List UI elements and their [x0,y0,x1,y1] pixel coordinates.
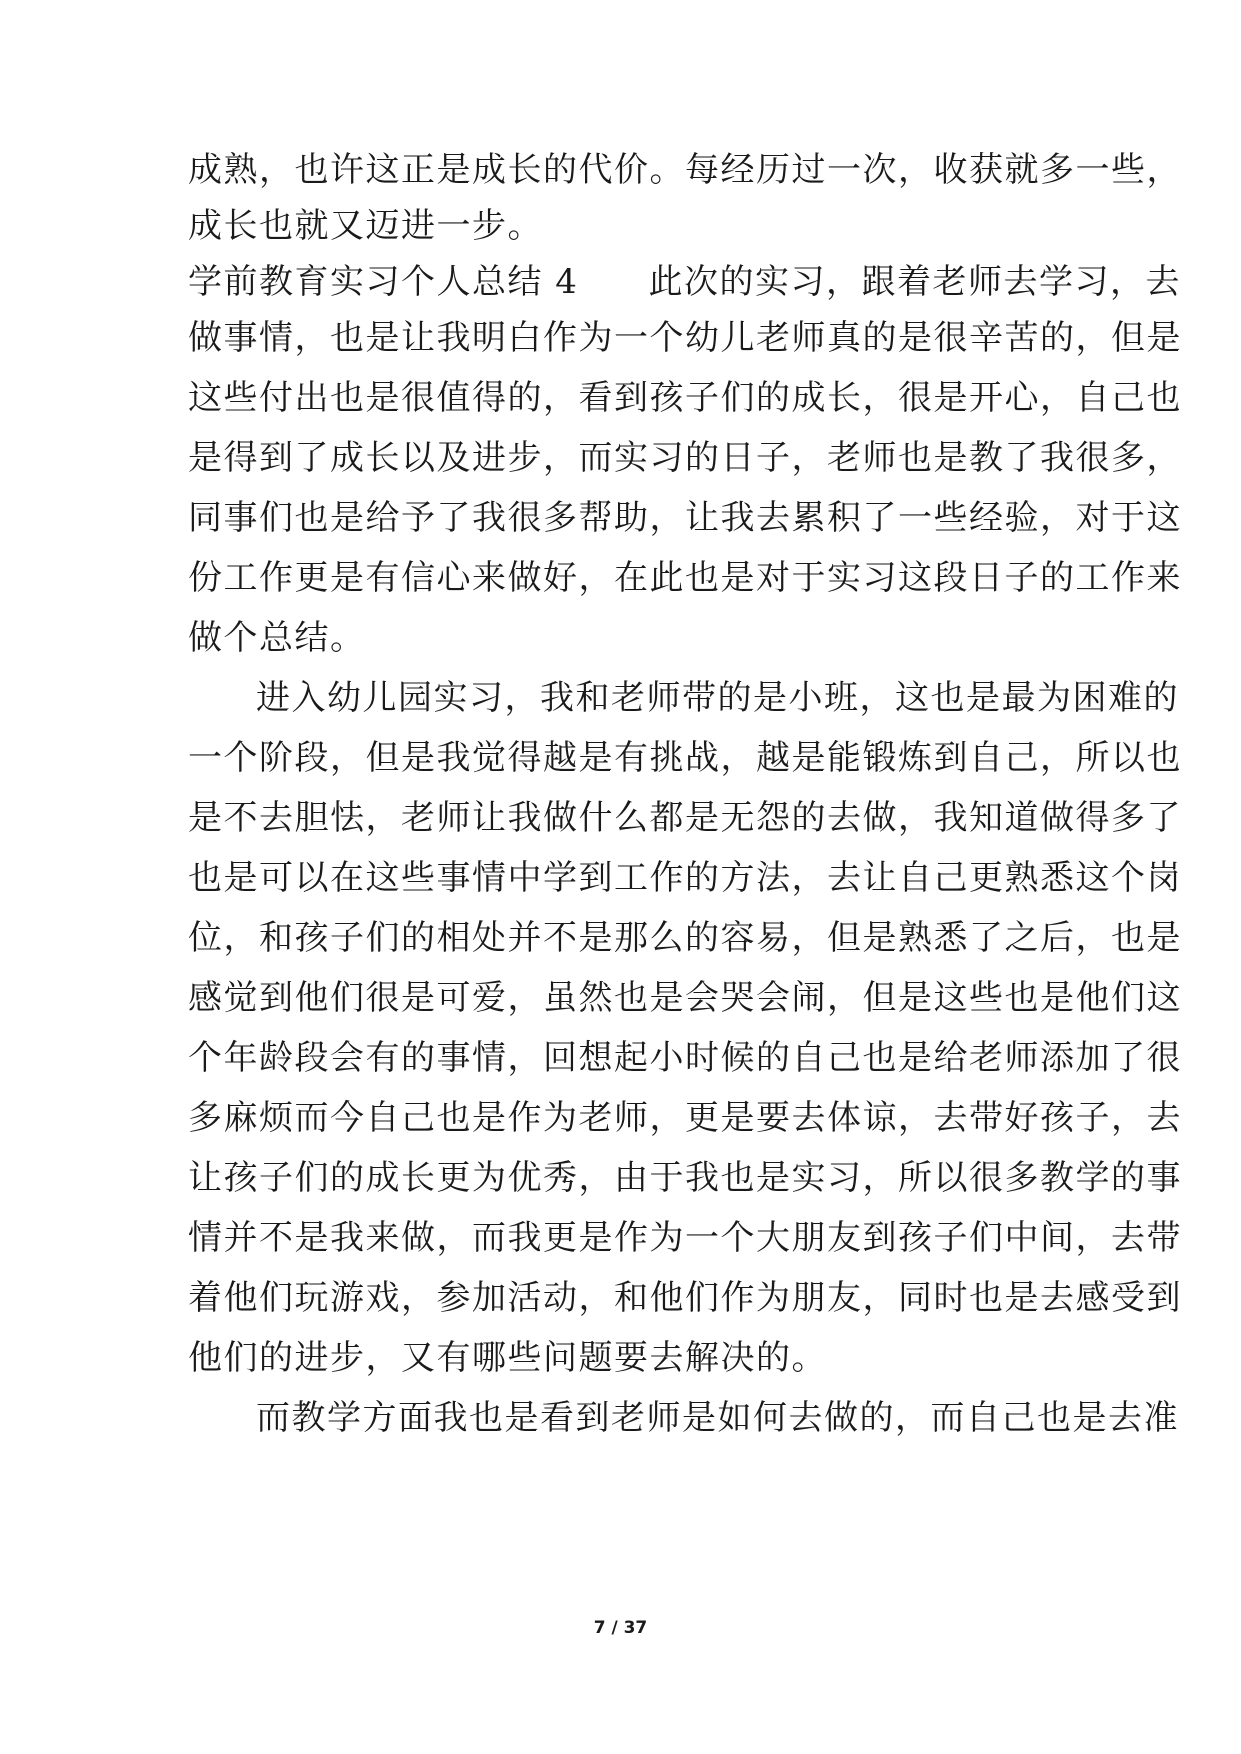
text-line: 同事们也是给予了我很多帮助，让我去累积了一些经验，对于这 [188,498,1182,538]
text-line: 着他们玩游戏，参加活动，和他们作为朋友，同时也是去感受到 [188,1278,1182,1318]
text-line: 让孩子们的成长更为优秀，由于我也是实习，所以很多教学的事 [188,1158,1182,1198]
section-heading-line [188,262,1181,302]
text-line: 做事情，也是让我明白作为一个幼儿老师真的是很辛苦的，但是 [188,318,1182,358]
section-title: 学前教育实习个人总结 4 [188,262,579,302]
page-number: 7 / 37 [593,1618,648,1638]
text-line: 是得到了成长以及进步，而实习的日子，老师也是教了我很多， [188,438,1182,478]
text-line: 他们的进步，又有哪些问题要去解决的。 [188,1338,827,1378]
text-line: 做个总结。 [188,618,366,658]
text-line: 成长也就又迈进一步。 [188,206,543,246]
text-line: 位，和孩子们的相处并不是那么的容易，但是熟悉了之后，也是 [188,918,1182,958]
text-line: 个年龄段会有的事情，回想起小时候的自己也是给老师添加了很 [188,1038,1182,1078]
text-line: 成熟，也许这正是成长的代价。每经历过一次，收获就多一些， [188,150,1182,190]
paragraph-first-line: 进入幼儿园实习，我和老师带的是小班，这也是最为困难的 [256,678,1179,718]
text-line: 份工作更是有信心来做好，在此也是对于实习这段日子的工作来 [188,558,1182,598]
paragraph-first-line: 而教学方面我也是看到老师是如何去做的，而自己也是去准 [256,1398,1179,1438]
text-line: 多麻烦而今自己也是作为老师，更是要去体谅，去带好孩子，去 [188,1098,1182,1138]
text-line: 一个阶段，但是我觉得越是有挑战，越是能锻炼到自己，所以也 [188,738,1182,778]
section-intro-text: 此次的实习，跟着老师去学习，去 [648,262,1181,302]
text-line: 情并不是我来做，而我更是作为一个大朋友到孩子们中间，去带 [188,1218,1182,1258]
text-line: 也是可以在这些事情中学到工作的方法，去让自己更熟悉这个岗 [188,858,1182,898]
text-line: 是不去胆怯，老师让我做什么都是无怨的去做，我知道做得多了 [188,798,1182,838]
text-line: 感觉到他们很是可爱，虽然也是会哭会闹，但是这些也是他们这 [188,978,1182,1018]
text-line: 这些付出也是很值得的，看到孩子们的成长，很是开心，自己也 [188,378,1182,418]
